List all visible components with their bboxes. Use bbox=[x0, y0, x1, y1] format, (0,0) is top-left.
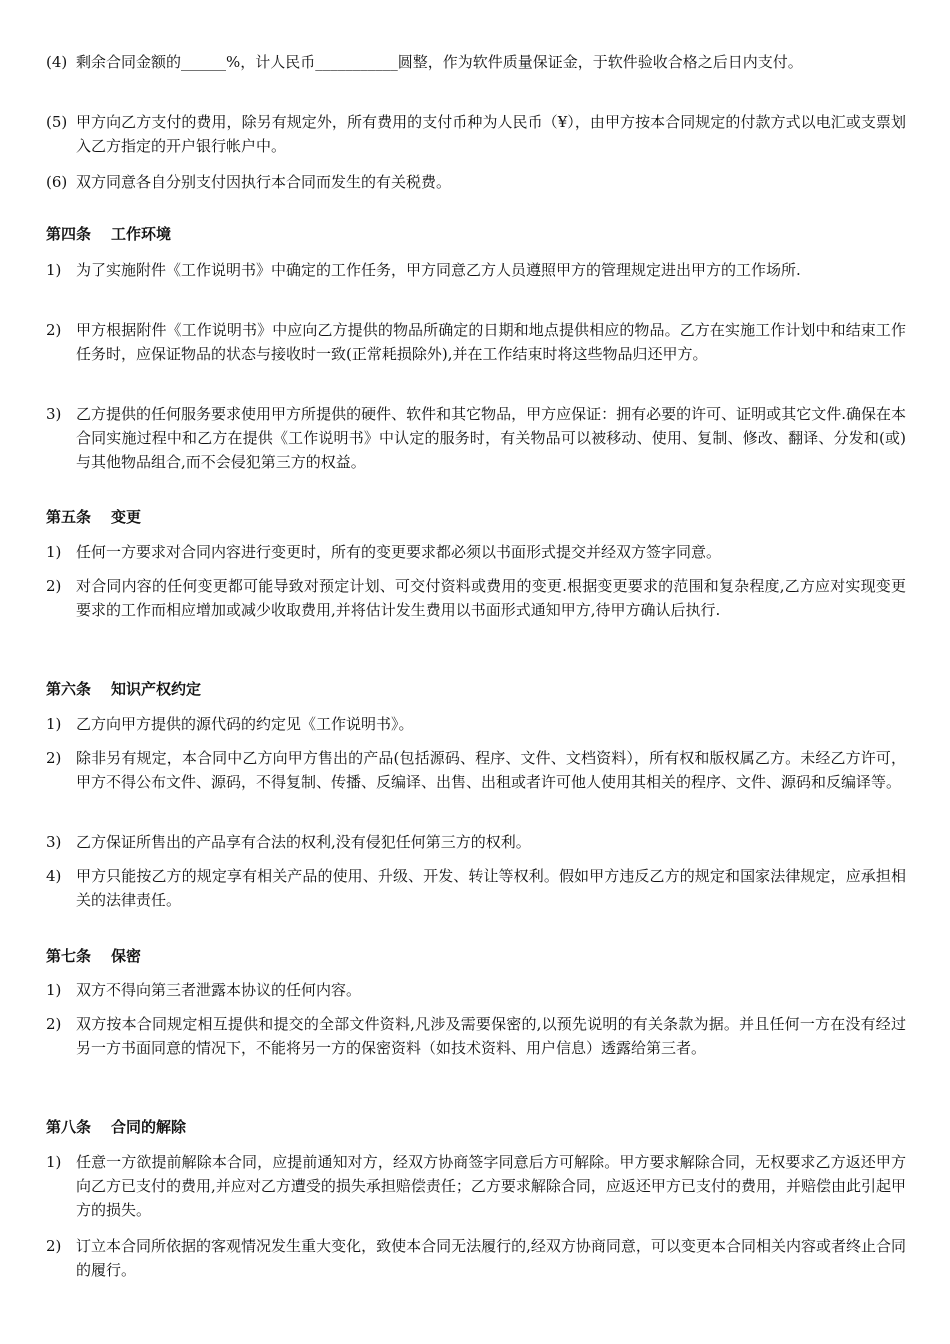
item-number: 2) bbox=[46, 749, 62, 767]
clause-text: 剩余合同金额的______%，计人民币___________圆整，作为软件质量保证金，于软件验收合格之后日内支付。 bbox=[76, 53, 803, 71]
section-title: 变更 bbox=[111, 508, 142, 526]
item-text: 双方按本合同规定相互提供和提交的全部文件资料,凡涉及需要保密的,以预先说明的有关条款为据。并且任何一方在没有经过另一方书面同意的情况下，不能将另一方的保密资料（如技术资料、用户信息）透露给第三者。 bbox=[76, 1015, 906, 1057]
item-text: 除非另有规定，本合同中乙方向甲方售出的产品(包括源码、程序、文件、文档资料），所有权和版权属乙方。未经乙方许可，甲方不得公布文件、源码，不得复制、传播、反编译、出售、出租或者许可他人使用其相关的程序、文件、源码和反编译等。 bbox=[76, 749, 906, 791]
item-text: 为了实施附件《工作说明书》中确定的工作任务，甲方同意乙方人员遵照甲方的管理规定进出甲方的工作场所. bbox=[76, 261, 801, 279]
item-text: 乙方保证所售出的产品享有合法的权利,没有侵犯任何第三方的权利。 bbox=[76, 833, 531, 851]
item-text: 甲方根据附件《工作说明书》中应向乙方提供的物品所确定的日期和地点提供相应的物品。乙方在实施工作计划中和结束工作任务时，应保证物品的状态与接收时一致(正常耗损除外),并在工作结束时将这些物品归还甲方。 bbox=[76, 321, 906, 363]
list-item bbox=[46, 318, 906, 366]
section-title: 知识产权约定 bbox=[111, 680, 202, 698]
item-text: 订立本合同所依据的客观情况发生重大变化，致使本合同无法履行的,经双方协商同意，可以变更本合同相关内容或者终止合同的履行。 bbox=[76, 1237, 906, 1279]
item-number: 1) bbox=[46, 1153, 62, 1171]
item-text: 乙方提供的任何服务要求使用甲方所提供的硬件、软件和其它物品，甲方应保证：拥有必要的许可、证明或其它文件.确保在本合同实施过程中和乙方在提供《工作说明书》中认定的服务时，有关物品可以被移动、使用、复制、修改、翻译、分发和(或)与其他物品组合,而不会侵犯第三方的权益。 bbox=[76, 405, 906, 471]
section-title: 合同的解除 bbox=[111, 1118, 187, 1136]
list-item bbox=[46, 402, 906, 474]
section-heading-5 bbox=[46, 505, 141, 529]
section-title: 工作环境 bbox=[111, 225, 172, 243]
clause-text: 双方同意各自分别支付因执行本合同而发生的有关税费。 bbox=[76, 173, 452, 191]
item-text: 乙方向甲方提供的源代码的约定见《工作说明书》。 bbox=[76, 715, 414, 733]
item-number: 2) bbox=[46, 577, 62, 595]
section-label: 第八条 bbox=[46, 1118, 92, 1136]
item-number: 2) bbox=[46, 321, 62, 339]
item-text: 甲方只能按乙方的规定享有相关产品的使用、升级、开发、转让等权利。假如甲方违反乙方的规定和国家法律规定，应承担相关的法律责任。 bbox=[76, 867, 906, 909]
item-number: 4) bbox=[46, 867, 62, 885]
item-text: 任意一方欲提前解除本合同，应提前通知对方，经双方协商签字同意后方可解除。甲方要求解除合同，无权要求乙方返还甲方向乙方已支付的费用,并应对乙方遭受的损失承担赔偿责任；乙方要求解除合同，应返还甲方已支付的费用，并赔偿由此引起甲方的损失。 bbox=[76, 1153, 906, 1219]
section-heading-6 bbox=[46, 677, 201, 701]
item-text: 双方不得向第三者泄露本协议的任何内容。 bbox=[76, 981, 362, 999]
list-item bbox=[46, 1012, 906, 1060]
section-label: 第五条 bbox=[46, 508, 92, 526]
section-heading-7 bbox=[46, 944, 141, 968]
item-number: 1) bbox=[46, 261, 62, 279]
clause-number: (4) bbox=[46, 53, 68, 71]
list-item bbox=[46, 1150, 906, 1222]
item-text: 任何一方要求对合同内容进行变更时，所有的变更要求都必须以书面形式提交并经双方签字同意。 bbox=[76, 543, 722, 561]
item-number: 2) bbox=[46, 1015, 62, 1033]
item-number: 3) bbox=[46, 833, 62, 851]
section-label: 第六条 bbox=[46, 680, 92, 698]
item-number: 1) bbox=[46, 981, 62, 999]
clause-6 bbox=[46, 170, 906, 194]
section-label: 第七条 bbox=[46, 947, 92, 965]
list-item bbox=[46, 540, 906, 564]
list-item bbox=[46, 1234, 906, 1282]
list-item bbox=[46, 574, 906, 622]
clause-5 bbox=[46, 110, 906, 158]
item-number: 1) bbox=[46, 543, 62, 561]
clause-number: (6) bbox=[46, 173, 68, 191]
item-number: 1) bbox=[46, 715, 62, 733]
list-item bbox=[46, 978, 906, 1002]
clause-number: (5) bbox=[46, 113, 68, 131]
list-item bbox=[46, 830, 906, 854]
section-heading-8 bbox=[46, 1115, 186, 1139]
item-text: 对合同内容的任何变更都可能导致对预定计划、可交付资料或费用的变更.根据变更要求的范围和复杂程度,乙方应对实现变更要求的工作而相应增加或减少收取费用,并将估计发生费用以书面形式通知甲方,待甲方确认后执行. bbox=[76, 577, 906, 619]
section-label: 第四条 bbox=[46, 225, 92, 243]
item-number: 3) bbox=[46, 405, 62, 423]
list-item bbox=[46, 712, 906, 736]
item-number: 2) bbox=[46, 1237, 62, 1255]
clause-4 bbox=[46, 50, 906, 74]
list-item bbox=[46, 746, 906, 794]
section-heading-4 bbox=[46, 222, 171, 246]
clause-text: 甲方向乙方支付的费用，除另有规定外，所有费用的支付币种为人民币（¥），由甲方按本合同规定的付款方式以电汇或支票划入乙方指定的开户银行帐户中。 bbox=[76, 113, 906, 155]
list-item bbox=[46, 258, 906, 282]
section-title: 保密 bbox=[111, 947, 142, 965]
list-item bbox=[46, 864, 906, 912]
